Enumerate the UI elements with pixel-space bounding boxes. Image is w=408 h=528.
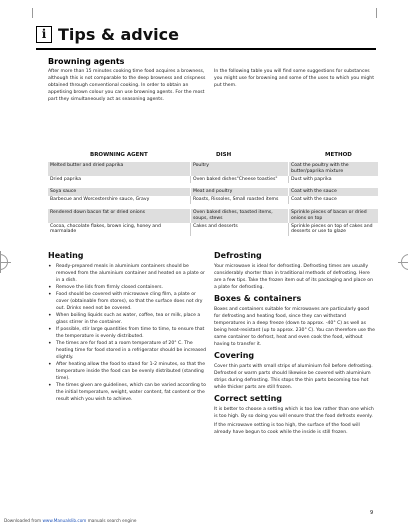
browning-heading: Browning agents xyxy=(48,57,125,66)
page-title-bar xyxy=(36,20,376,50)
header-method: METHOD xyxy=(325,152,352,158)
registration-mark-left xyxy=(0,254,8,270)
list-item: • The times given are guidelines, which can be varied according to the initial temperature, weight, water content, fat content or the result which you wish to achieve. xyxy=(48,382,208,403)
cell-agent: Cocoa, chocolate flakes, brown icing, honey and marmalade xyxy=(50,223,161,235)
cell-dish: Cakes and desserts xyxy=(190,223,288,237)
browning-intro-left: After more than 15 minutes cooking time food acquires a browness, although this is not comparable to the deep browness and crispness obtained through conventional cooking. In order to obtain an appetising brown colour you can use browning agents. For the most part they simultaneously act as seasoning agents. xyxy=(48,69,206,102)
list-item: • Food should be covered with microwave cling film, a plate or cover (obtainable from stores), so that the surface does not dry out. Drinks need not be covered. xyxy=(48,291,208,312)
cell-method: Sprinkle pieces of bacon or dried onions on top xyxy=(288,209,378,223)
cell-dish: Meat and poultry xyxy=(190,188,288,196)
footer-link[interactable]: www.Manualslib.com xyxy=(42,518,87,523)
covering-text: Cover thin parts with small strips of aluminium foil before defrosting. Defrosted or warm parts should likewise be covered with aluminium strips during defrosting. This stops the thin parts becoming too hot while thicker parts are still frozen. xyxy=(214,364,373,390)
footer xyxy=(4,518,136,523)
cell-agent: Melted butter and dried paprika xyxy=(50,163,124,168)
cell-agent: Rendered down bacon fat or dried onions xyxy=(50,209,145,215)
cell-method: Coat the poultry with the butter/paprika mixture xyxy=(288,162,378,176)
info-icon: i xyxy=(36,26,52,43)
table-row xyxy=(48,209,378,223)
cell-dish: Roasts, Rissoles, Small roasted items xyxy=(190,196,288,204)
defrosting-text: Your microwave is ideal for defrosting. Defrosting times are usually considerably shorter than in traditional methods of defrosting. Here are a few tips. Take the frozen item out of its packaging and place on a plate for defrosting. xyxy=(214,264,374,290)
cell-dish: Oven baked dishes"Cheese toasties" xyxy=(190,176,288,184)
cell-method: Dust with paprika xyxy=(288,176,378,184)
list-item: • After heating allow the food to stand for 1-2 minutes, so that the temperature inside the food can be evenly distributed (standing time). xyxy=(48,361,208,382)
heating-section xyxy=(48,251,208,403)
list-item: • Ready-prepared meals in aluminium containers should be removed from the aluminium container and heated on a plate or in a dish. xyxy=(48,263,208,284)
table-row xyxy=(48,188,378,196)
table-header xyxy=(48,152,378,161)
crop-mark-right xyxy=(376,8,377,18)
cell-method: Sprinkle pieces on top of cakes and desserts or use to glaze xyxy=(288,223,378,237)
page-title: Tips & advice xyxy=(58,24,179,44)
footer-suffix: manuals search engine xyxy=(87,518,137,523)
header-browning-agent: BROWNING AGENT xyxy=(90,152,148,158)
correct-setting-text-2: If the microwave setting is too high, the surface of the food will already have begun to cook while the inside is still frozen. xyxy=(214,423,360,435)
table-row xyxy=(48,196,378,204)
heating-heading: Heating xyxy=(48,251,84,260)
correct-setting-heading: Correct setting xyxy=(214,394,283,403)
list-item: • If possible, stir large quantities from time to time, to ensure that the temperature is evenly distributed. xyxy=(48,326,208,340)
defrosting-heading: Defrosting xyxy=(214,251,262,260)
footer-prefix: Downloaded from xyxy=(4,518,42,523)
heating-list xyxy=(48,263,208,403)
header-dish: DISH xyxy=(216,152,232,158)
cell-agent: Dried paprika xyxy=(50,176,82,182)
cell-method: Coat with the sauce xyxy=(288,196,378,204)
cell-dish: Poultry xyxy=(190,162,288,176)
browning-table xyxy=(48,162,378,236)
list-item: • Remove the lids from firmly closed containers. xyxy=(48,284,208,291)
registration-mark-right xyxy=(401,254,408,270)
table-row xyxy=(48,162,378,176)
table-row xyxy=(48,176,378,184)
list-item: • When boiling liquids such as water, coffee, tea or milk, place a glass stirrer in the container. xyxy=(48,312,208,326)
table-row xyxy=(48,223,378,237)
covering-heading: Covering xyxy=(214,351,255,360)
list-item: • The times are for food at a room temperature of 20° C. The heating time for food stored in a refrigerator should be increased slightly. xyxy=(48,340,208,361)
cell-agent: Soya sauce xyxy=(50,189,77,195)
cell-dish: Oven baked dishes, toasted items, soups, stews xyxy=(190,209,288,223)
cell-method: Coat with the sauce xyxy=(288,188,378,196)
cell-agent: Barbecue and Worcestershire sauce, Gravy xyxy=(50,197,150,203)
crop-mark-left xyxy=(32,8,33,18)
boxes-heading: Boxes & containers xyxy=(214,294,302,303)
right-column xyxy=(214,251,376,438)
browning-intro-right: In the following table you will find some suggestions for substances you might use for browning and some of the uses to which you might put them. xyxy=(214,69,374,88)
correct-setting-text-1: It is better to choose a setting which is too low rather than one which is too high. By so doing you will ensure that the food defrosts evenly. xyxy=(214,407,374,419)
boxes-text: Boxes and containers suitable for microwaves are particularly good for defrosting and heating food, since they can withstand temperatures in a deep freeze (down to approx. -40° C) as well as being heat-resistant (up to approx. 230° C). You can therefore use the same container to defrost, heat and even cook the food, without having to transfer it. xyxy=(214,307,375,347)
page-number: 9 xyxy=(370,510,374,516)
